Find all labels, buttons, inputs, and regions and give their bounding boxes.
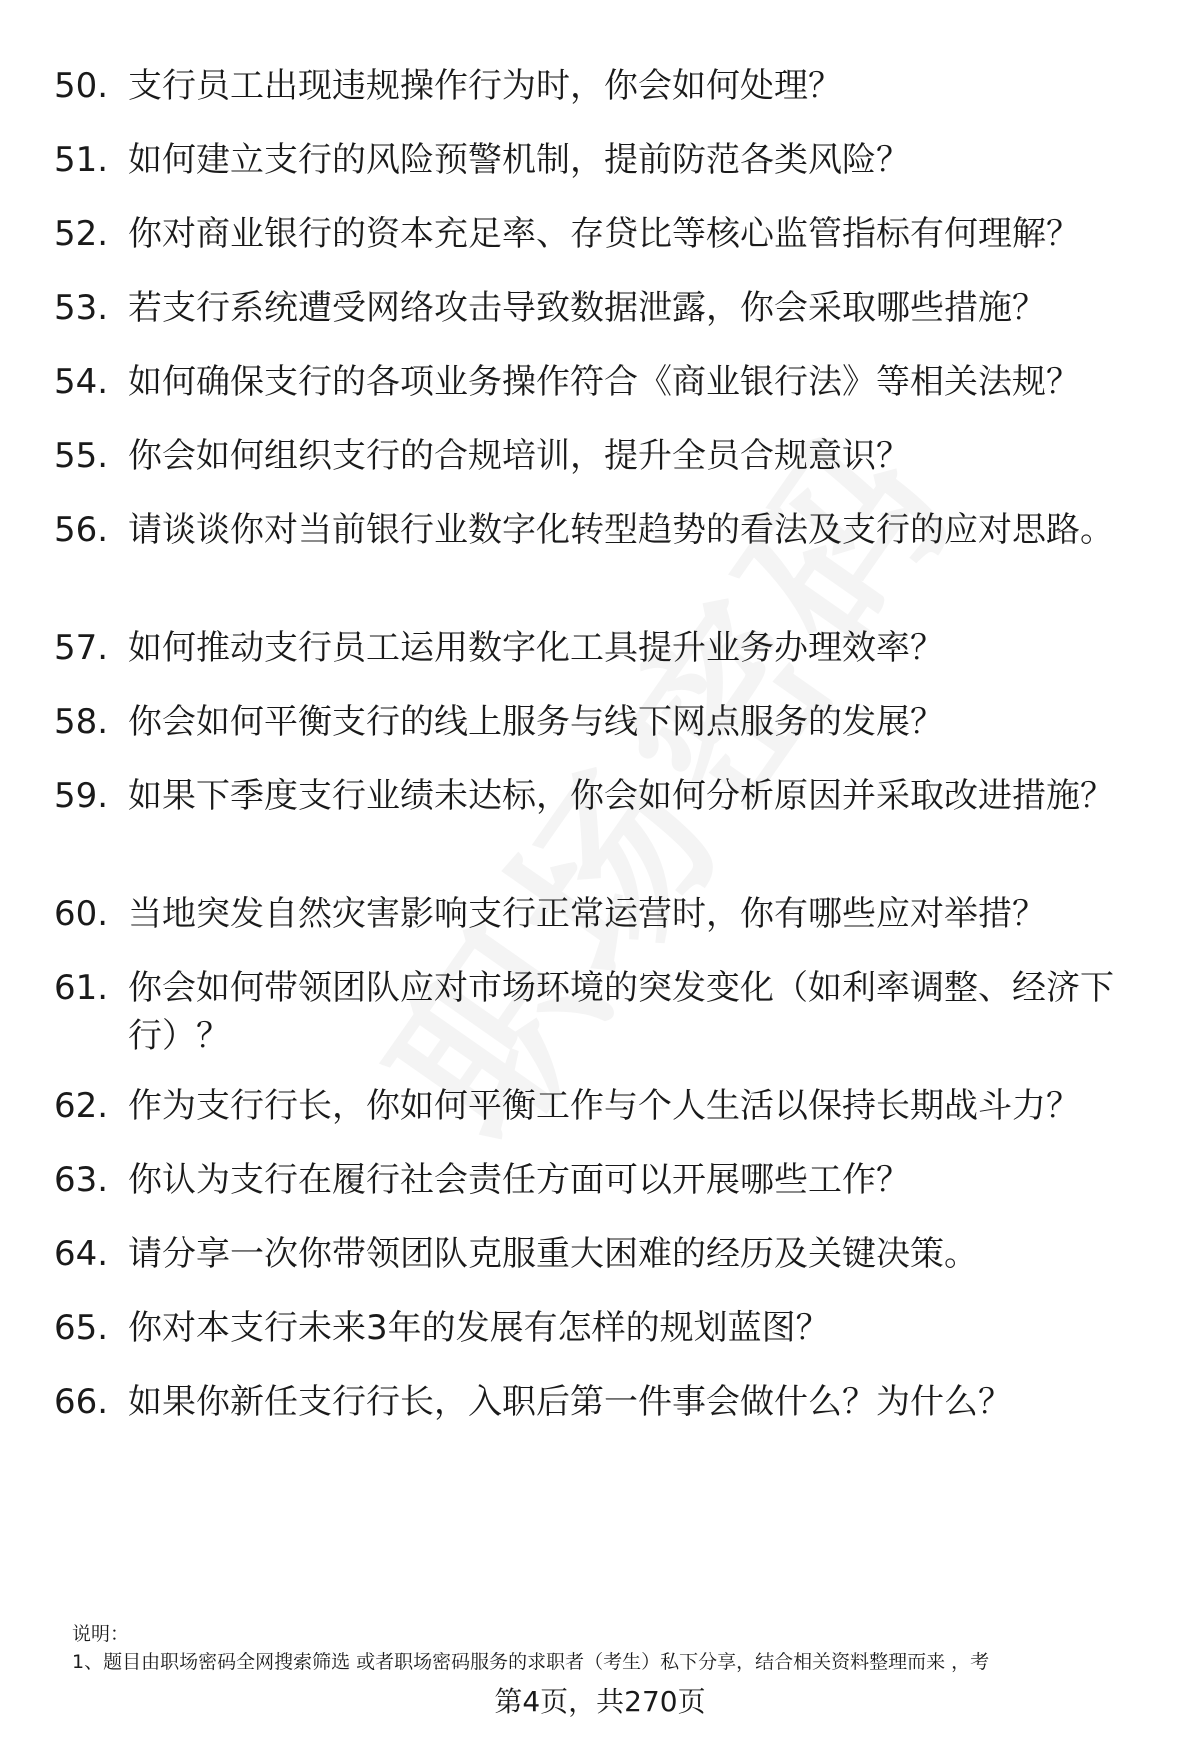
question-number: 50. — [54, 66, 109, 106]
question-text: 当地突发自然灾害影响支行正常运营时，你有哪些应对举措？ — [128, 894, 1046, 934]
question-number: 62. — [54, 1086, 109, 1126]
question-number: 55. — [54, 436, 109, 476]
question-number: 58. — [54, 702, 109, 742]
question-number: 59. — [54, 776, 109, 816]
question-number: 65. — [54, 1308, 109, 1348]
question-text: 请谈谈你对当前银行业数字化转型趋势的看法及支行的应对思路。 — [128, 510, 1114, 550]
question-text: 如何确保支行的各项业务操作符合《商业银行法》等相关法规？ — [128, 362, 1080, 402]
notes-heading: 说明： — [72, 1623, 130, 1645]
question-text: 如果下季度支行业绩未达标，你会如何分析原因并采取改进措施？ — [128, 776, 1114, 816]
question-text: 如何建立支行的风险预警机制，提前防范各类风险？ — [128, 140, 910, 180]
question-number: 57. — [54, 628, 109, 668]
question-number: 56. — [54, 510, 109, 550]
question-number: 61. — [54, 968, 109, 1008]
question-text: 你对商业银行的资本充足率、存贷比等核心监管指标有何理解？ — [128, 214, 1080, 254]
question-text: 请分享一次你带领团队克服重大困难的经历及关键决策。 — [128, 1234, 978, 1274]
question-number: 60. — [54, 894, 109, 934]
question-text: 作为支行行长，你如何平衡工作与个人生活以保持长期战斗力？ — [128, 1086, 1080, 1126]
question-text: 你会如何带领团队应对市场环境的突发变化（如利率调整、经济下行）？ — [128, 968, 1114, 1056]
question-number: 51. — [54, 140, 109, 180]
question-text: 你认为支行在履行社会责任方面可以开展哪些工作？ — [128, 1160, 910, 1200]
question-text: 你会如何平衡支行的线上服务与线下网点服务的发展？ — [128, 702, 944, 742]
question-number: 53. — [54, 288, 109, 328]
question-number: 52. — [54, 214, 109, 254]
question-text: 你会如何组织支行的合规培训，提升全员合规意识？ — [128, 436, 910, 476]
question-number: 63. — [54, 1160, 109, 1200]
question-number: 64. — [54, 1234, 109, 1274]
page-number: 第4页，共270页 — [494, 1685, 706, 1718]
question-text: 你对本支行未来3年的发展有怎样的规划蓝图？ — [128, 1308, 830, 1348]
question-text: 如果你新任支行行长，入职后第一件事会做什么？为什么？ — [128, 1382, 1012, 1422]
notes-section — [72, 1620, 1172, 1676]
question-number: 66. — [54, 1382, 109, 1422]
question-number: 54. — [54, 362, 109, 402]
question-text: 支行员工出现违规操作行为时，你会如何处理？ — [128, 66, 842, 106]
question-text: 如何推动支行员工运用数字化工具提升业务办理效率？ — [128, 628, 944, 668]
notes-line: 1、题目由职场密码全网搜索筛选 或者职场密码服务的求职者（考生）私下分享，结合相关资料整理而来 ，考 — [72, 1651, 990, 1673]
question-text: 若支行系统遭受网络攻击导致数据泄露，你会采取哪些措施？ — [128, 288, 1046, 328]
